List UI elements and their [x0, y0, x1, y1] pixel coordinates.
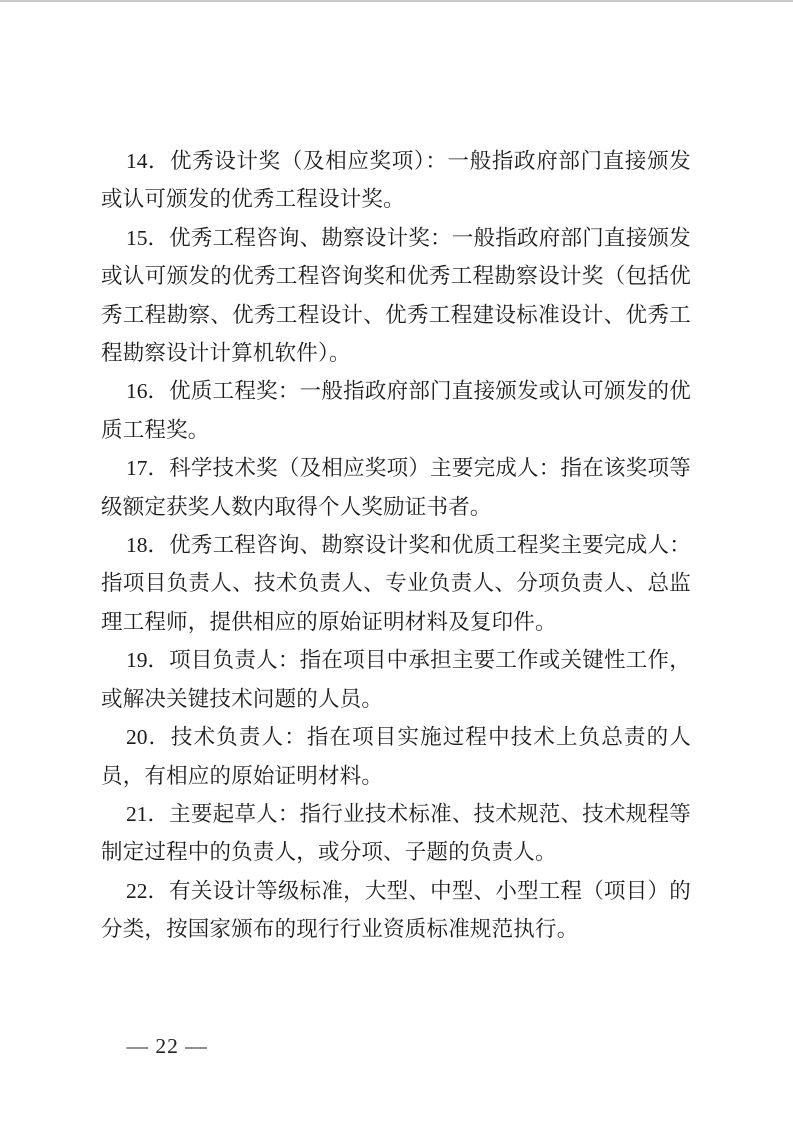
- paragraph-text: 项目负责人：指在项目中承担主要工作或关键性工作，或解决关键技术问题的人员。: [101, 648, 691, 711]
- page-number: [101, 1001, 208, 1091]
- paragraph-text: 优秀工程咨询、勘察设计奖：一般指政府部门直接颁发或认可颁发的优秀工程咨询奖和优秀工程勘察设计奖（包括优秀工程勘察、优秀工程设计、优秀工程建设标准设计、优秀工程勘察设计计算机软件）。: [101, 225, 691, 366]
- paragraph-text: 优秀工程咨询、勘察设计奖和优质工程奖主要完成人：指项目负责人、技术负责人、专业负责人、分项负责人、总监理工程师，提供相应的原始证明材料及复印件。: [101, 533, 691, 634]
- paragraph-number: 17．: [126, 456, 170, 481]
- paragraph-number: 20．: [126, 725, 171, 750]
- paragraph-text: 优质工程奖：一般指政府部门直接颁发或认可颁发的优质工程奖。: [101, 379, 691, 442]
- paragraph-number: 16．: [126, 379, 170, 404]
- paragraph-item-22: [101, 872, 691, 949]
- paragraph-text: 有关设计等级标准，大型、中型、小型工程（项目）的分类，按国家颁布的现行行业资质标准规范执行。: [101, 878, 691, 942]
- paragraph-item-17: [101, 449, 691, 526]
- paragraph-text: 技术负责人：指在项目实施过程中技术上负总责的人员，有相应的原始证明材料。: [101, 725, 691, 788]
- paragraph-text: 主要起草人：指行业技术标准、技术规范、技术规程等制定过程中的负责人，或分项、子题的负责人。: [101, 801, 691, 865]
- paragraph-number: 22．: [126, 878, 170, 903]
- paragraph-number: 21．: [126, 801, 170, 826]
- paragraph-item-15: [101, 219, 691, 373]
- paragraph-number: 19．: [126, 648, 170, 673]
- paragraph-number: 14．: [126, 149, 170, 173]
- paragraph-text: 优秀设计奖（及相应奖项）：一般指政府部门直接颁发或认可颁发的优秀工程设计奖。: [101, 149, 691, 212]
- paragraph-item-20: [101, 718, 691, 795]
- paragraph-number: 15．: [126, 225, 170, 250]
- paragraph-number: 18．: [126, 533, 170, 558]
- paragraph-item-21: [101, 795, 691, 872]
- paragraph-item-14: [101, 142, 691, 219]
- scan-edge-artifact: [0, 0, 793, 2]
- page-number-text: — 22 —: [126, 1034, 208, 1058]
- page-body-text: [101, 142, 691, 949]
- paragraph-item-19: [101, 641, 691, 718]
- paragraph-item-16: [101, 372, 691, 449]
- paragraph-item-18: [101, 526, 691, 641]
- paragraph-text: 科学技术奖（及相应奖项）主要完成人：指在该奖项等级额定获奖人数内取得个人奖励证书者。: [101, 456, 691, 519]
